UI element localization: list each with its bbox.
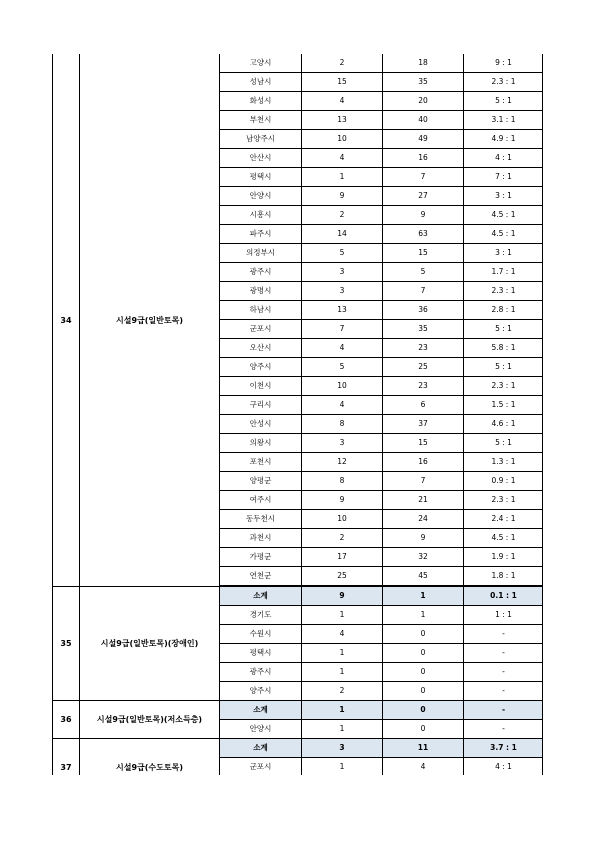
region-cell: 포천시 bbox=[219, 453, 301, 472]
quota-cell: 17 bbox=[301, 548, 382, 567]
ratio-cell: 4.5 : 1 bbox=[463, 206, 543, 225]
ratio-cell: 1.5 : 1 bbox=[463, 396, 543, 415]
ratio-cell: 2.3 : 1 bbox=[463, 491, 543, 510]
table-row bbox=[53, 92, 542, 111]
applicants-cell: 0 bbox=[382, 644, 463, 663]
applicants-cell: 1 bbox=[382, 606, 463, 625]
ratio-cell: - bbox=[463, 625, 543, 644]
region-cell: 남양주시 bbox=[219, 130, 301, 149]
subtotal-row bbox=[53, 739, 542, 758]
region-cell: 양주시 bbox=[219, 358, 301, 377]
table-row bbox=[53, 320, 542, 339]
table-row bbox=[53, 149, 542, 168]
applicants-cell: 63 bbox=[382, 225, 463, 244]
table-row bbox=[53, 682, 542, 701]
applicants-cell: 0 bbox=[382, 682, 463, 701]
table-row bbox=[53, 130, 542, 149]
applicants-cell: 18 bbox=[382, 54, 463, 73]
table-group bbox=[53, 586, 542, 700]
applicants-cell: 23 bbox=[382, 377, 463, 396]
applicants-cell: 0 bbox=[382, 663, 463, 682]
table-row bbox=[53, 491, 542, 510]
table-group bbox=[53, 54, 542, 586]
job-category: 시설9급(수도토목) bbox=[116, 762, 183, 772]
quota-cell: 10 bbox=[301, 377, 382, 396]
ratio-cell: 4.5 : 1 bbox=[463, 225, 543, 244]
quota-cell: 3 bbox=[301, 739, 382, 758]
applicants-cell: 11 bbox=[382, 739, 463, 758]
applicants-cell: 40 bbox=[382, 111, 463, 130]
table-group bbox=[53, 738, 542, 775]
table-row bbox=[53, 510, 542, 529]
applicants-cell: 7 bbox=[382, 472, 463, 491]
ratio-cell: - bbox=[463, 682, 543, 701]
ratio-cell: 4.5 : 1 bbox=[463, 529, 543, 548]
ratio-cell: 5 : 1 bbox=[463, 358, 543, 377]
quota-cell: 2 bbox=[301, 682, 382, 701]
ratio-cell: 2.4 : 1 bbox=[463, 510, 543, 529]
quota-cell: 9 bbox=[301, 491, 382, 510]
quota-cell: 1 bbox=[301, 720, 382, 739]
table-row bbox=[53, 263, 542, 282]
quota-cell: 4 bbox=[301, 625, 382, 644]
applicants-cell: 25 bbox=[382, 358, 463, 377]
table-row bbox=[53, 644, 542, 663]
table-row bbox=[53, 606, 542, 625]
quota-cell: 5 bbox=[301, 358, 382, 377]
table-row bbox=[53, 301, 542, 320]
applicants-cell: 23 bbox=[382, 339, 463, 358]
table-row bbox=[53, 339, 542, 358]
group-number: 35 bbox=[53, 587, 80, 700]
subtotal-row bbox=[53, 587, 542, 606]
table-row bbox=[53, 73, 542, 92]
ratio-cell: 3 : 1 bbox=[463, 187, 543, 206]
applicants-cell: 0 bbox=[382, 701, 463, 720]
quota-cell: 13 bbox=[301, 111, 382, 130]
applicants-cell: 9 bbox=[382, 206, 463, 225]
ratio-cell: 2.3 : 1 bbox=[463, 282, 543, 301]
quota-cell: 3 bbox=[301, 434, 382, 453]
ratio-cell: 4 : 1 bbox=[463, 149, 543, 168]
region-cell: 이천시 bbox=[219, 377, 301, 396]
region-cell: 시흥시 bbox=[219, 206, 301, 225]
region-cell: 연천군 bbox=[219, 567, 301, 586]
region-cell: 양평군 bbox=[219, 472, 301, 491]
quota-cell: 1 bbox=[301, 606, 382, 625]
table-row bbox=[53, 54, 542, 73]
region-cell: 소계 bbox=[219, 739, 301, 758]
applicants-cell: 24 bbox=[382, 510, 463, 529]
ratio-cell: 3.1 : 1 bbox=[463, 111, 543, 130]
applicants-cell: 49 bbox=[382, 130, 463, 149]
ratio-cell: 0.9 : 1 bbox=[463, 472, 543, 491]
region-cell: 성남시 bbox=[219, 73, 301, 92]
region-cell: 양주시 bbox=[219, 682, 301, 701]
table-row bbox=[53, 548, 542, 567]
applicants-cell: 21 bbox=[382, 491, 463, 510]
quota-cell: 8 bbox=[301, 415, 382, 434]
ratio-cell: - bbox=[463, 701, 543, 720]
region-cell: 구리시 bbox=[219, 396, 301, 415]
quota-cell: 4 bbox=[301, 149, 382, 168]
ratio-cell: 4.9 : 1 bbox=[463, 130, 543, 149]
region-cell: 안양시 bbox=[219, 720, 301, 739]
ratio-cell: 1.3 : 1 bbox=[463, 453, 543, 472]
applicants-cell: 20 bbox=[382, 92, 463, 111]
applicants-cell: 15 bbox=[382, 244, 463, 263]
job-category: 시설9급(일반토목) bbox=[116, 315, 183, 325]
ratio-cell: 1.7 : 1 bbox=[463, 263, 543, 282]
quota-cell: 3 bbox=[301, 263, 382, 282]
quota-cell: 1 bbox=[301, 701, 382, 720]
table-row bbox=[53, 225, 542, 244]
competition-ratio-table bbox=[52, 54, 543, 775]
ratio-cell: 7 : 1 bbox=[463, 168, 543, 187]
region-cell: 군포시 bbox=[219, 320, 301, 339]
table-row bbox=[53, 720, 542, 739]
quota-cell: 10 bbox=[301, 130, 382, 149]
ratio-cell: 3 : 1 bbox=[463, 244, 543, 263]
table-row bbox=[53, 377, 542, 396]
quota-cell: 1 bbox=[301, 644, 382, 663]
table-row bbox=[53, 187, 542, 206]
table-row bbox=[53, 472, 542, 491]
quota-cell: 8 bbox=[301, 472, 382, 491]
quota-cell: 12 bbox=[301, 453, 382, 472]
applicants-cell: 32 bbox=[382, 548, 463, 567]
ratio-cell: - bbox=[463, 720, 543, 739]
group-number: 36 bbox=[53, 701, 80, 738]
table-row bbox=[53, 168, 542, 187]
region-cell: 광주시 bbox=[219, 663, 301, 682]
ratio-cell: 4.6 : 1 bbox=[463, 415, 543, 434]
group-number: 34 bbox=[53, 54, 80, 586]
ratio-cell: 0.1 : 1 bbox=[463, 587, 543, 606]
region-cell: 평택시 bbox=[219, 644, 301, 663]
table-row bbox=[53, 358, 542, 377]
quota-cell: 7 bbox=[301, 320, 382, 339]
quota-cell: 2 bbox=[301, 54, 382, 73]
table-row bbox=[53, 529, 542, 548]
quota-cell: 4 bbox=[301, 339, 382, 358]
region-cell: 화성시 bbox=[219, 92, 301, 111]
applicants-cell: 27 bbox=[382, 187, 463, 206]
quota-cell: 4 bbox=[301, 396, 382, 415]
quota-cell: 15 bbox=[301, 73, 382, 92]
quota-cell: 2 bbox=[301, 206, 382, 225]
table-row bbox=[53, 567, 542, 586]
region-cell: 안산시 bbox=[219, 149, 301, 168]
quota-cell: 25 bbox=[301, 567, 382, 586]
applicants-cell: 35 bbox=[382, 320, 463, 339]
quota-cell: 1 bbox=[301, 663, 382, 682]
quota-cell: 13 bbox=[301, 301, 382, 320]
applicants-cell: 35 bbox=[382, 73, 463, 92]
ratio-cell: 2.8 : 1 bbox=[463, 301, 543, 320]
job-category: 시설9급(일반토목)(장애인) bbox=[100, 639, 199, 648]
applicants-cell: 7 bbox=[382, 168, 463, 187]
region-cell: 고양시 bbox=[219, 54, 301, 73]
quota-cell: 5 bbox=[301, 244, 382, 263]
applicants-cell: 16 bbox=[382, 149, 463, 168]
region-cell: 가평군 bbox=[219, 548, 301, 567]
job-category: 시설9급(일반토목)(저소득층) bbox=[96, 715, 203, 724]
applicants-cell: 1 bbox=[382, 587, 463, 606]
table-row bbox=[53, 625, 542, 644]
applicants-cell: 16 bbox=[382, 453, 463, 472]
ratio-cell: 1.8 : 1 bbox=[463, 567, 543, 586]
applicants-cell: 9 bbox=[382, 529, 463, 548]
table-row bbox=[53, 663, 542, 682]
ratio-cell: 1 : 1 bbox=[463, 606, 543, 625]
subtotal-row bbox=[53, 701, 542, 720]
table-row bbox=[53, 415, 542, 434]
region-cell: 부천시 bbox=[219, 111, 301, 130]
region-cell: 과천시 bbox=[219, 529, 301, 548]
region-cell: 안성시 bbox=[219, 415, 301, 434]
ratio-cell: - bbox=[463, 644, 543, 663]
region-cell: 소계 bbox=[219, 701, 301, 720]
ratio-cell: 5 : 1 bbox=[463, 434, 543, 453]
quota-cell: 1 bbox=[301, 758, 382, 775]
table-row bbox=[53, 396, 542, 415]
table-row bbox=[53, 434, 542, 453]
applicants-cell: 6 bbox=[382, 396, 463, 415]
applicants-cell: 0 bbox=[382, 720, 463, 739]
table-row bbox=[53, 244, 542, 263]
quota-cell: 4 bbox=[301, 92, 382, 111]
region-cell: 파주시 bbox=[219, 225, 301, 244]
region-cell: 수원시 bbox=[219, 625, 301, 644]
table-row bbox=[53, 758, 542, 775]
region-cell: 평택시 bbox=[219, 168, 301, 187]
applicants-cell: 37 bbox=[382, 415, 463, 434]
ratio-cell: 3.7 : 1 bbox=[463, 739, 543, 758]
ratio-cell: 9 : 1 bbox=[463, 54, 543, 73]
ratio-cell: 5 : 1 bbox=[463, 92, 543, 111]
region-cell: 하남시 bbox=[219, 301, 301, 320]
quota-cell: 3 bbox=[301, 282, 382, 301]
ratio-cell: 2.3 : 1 bbox=[463, 377, 543, 396]
table-row bbox=[53, 282, 542, 301]
ratio-cell: 2.3 : 1 bbox=[463, 73, 543, 92]
region-cell: 광주시 bbox=[219, 263, 301, 282]
region-cell: 의왕시 bbox=[219, 434, 301, 453]
applicants-cell: 5 bbox=[382, 263, 463, 282]
table-group bbox=[53, 700, 542, 738]
quota-cell: 9 bbox=[301, 587, 382, 606]
applicants-cell: 36 bbox=[382, 301, 463, 320]
ratio-cell: 5.8 : 1 bbox=[463, 339, 543, 358]
group-number: 37 bbox=[53, 739, 80, 775]
quota-cell: 1 bbox=[301, 168, 382, 187]
quota-cell: 14 bbox=[301, 225, 382, 244]
table-row bbox=[53, 206, 542, 225]
applicants-cell: 7 bbox=[382, 282, 463, 301]
ratio-cell: 1.9 : 1 bbox=[463, 548, 543, 567]
region-cell: 동두천시 bbox=[219, 510, 301, 529]
region-cell: 의정부시 bbox=[219, 244, 301, 263]
region-cell: 경기도 bbox=[219, 606, 301, 625]
table-row bbox=[53, 111, 542, 130]
region-cell: 광명시 bbox=[219, 282, 301, 301]
applicants-cell: 45 bbox=[382, 567, 463, 586]
quota-cell: 2 bbox=[301, 529, 382, 548]
region-cell: 소계 bbox=[219, 587, 301, 606]
applicants-cell: 0 bbox=[382, 625, 463, 644]
applicants-cell: 4 bbox=[382, 758, 463, 775]
applicants-cell: 15 bbox=[382, 434, 463, 453]
region-cell: 여주시 bbox=[219, 491, 301, 510]
quota-cell: 9 bbox=[301, 187, 382, 206]
table-row bbox=[53, 453, 542, 472]
ratio-cell: 4 : 1 bbox=[463, 758, 543, 775]
region-cell: 오산시 bbox=[219, 339, 301, 358]
quota-cell: 10 bbox=[301, 510, 382, 529]
region-cell: 안양시 bbox=[219, 187, 301, 206]
region-cell: 군포시 bbox=[219, 758, 301, 775]
ratio-cell: - bbox=[463, 663, 543, 682]
ratio-cell: 5 : 1 bbox=[463, 320, 543, 339]
